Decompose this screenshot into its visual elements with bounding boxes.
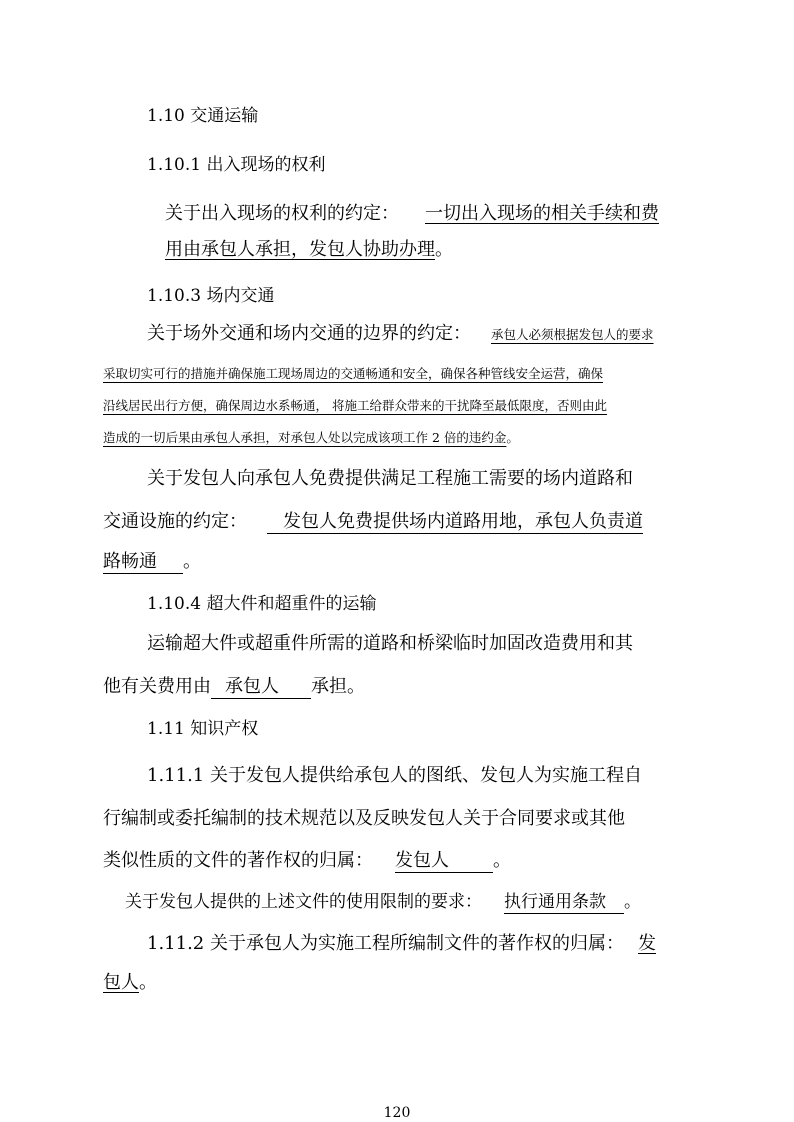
text: 关于出入现场的权利的约定： (165, 203, 399, 224)
filled-value: 承包人必须根据发包人的要求 (491, 327, 654, 342)
paragraph-contractor-copyright-line2 (103, 970, 157, 996)
filled-value: 承包人 (211, 676, 311, 699)
filled-value: 发 (637, 933, 656, 954)
paragraph-road-facilities-line3 (103, 549, 201, 575)
paragraph-road-facilities-line1: 关于发包人向承包人免费提供满足工程施工需要的场内道路和 (147, 468, 633, 489)
text: 。 (493, 850, 511, 871)
text: 。 (183, 551, 201, 572)
section-heading-1-11: 1.11 知识产权 (147, 719, 259, 739)
filled-value: 造成的一切后果由承包人承担，对承包人处以完成该项工作 2 倍的违约金 (103, 430, 507, 445)
section-heading-1-10-4: 1.10.4 超大件和超重件的运输 (147, 594, 377, 614)
text: 。 (435, 239, 453, 260)
text: 承担。 (311, 676, 365, 697)
paragraph-road-facilities-line2 (103, 509, 643, 535)
filled-value: 包人 (103, 972, 139, 993)
page-number: 120 (383, 1105, 411, 1121)
section-heading-1-10-1: 1.10.1 出入现场的权利 (147, 155, 326, 175)
paragraph-usage-restriction (125, 889, 641, 915)
filled-value: 一切出入现场的相关手续和费 (425, 203, 659, 224)
text: 。 (139, 972, 157, 993)
paragraph-oversize-line1: 运输超大件或超重件所需的道路和桥梁临时加固改造费用和其 (147, 633, 633, 654)
text: 关于发包人提供的上述文件的使用限制的要求： (125, 892, 482, 912)
text: 他有关费用由 (103, 676, 211, 697)
section-heading-1-10-3: 1.10.3 场内交通 (147, 286, 275, 306)
paragraph-site-access-line1 (165, 201, 659, 227)
paragraph-traffic-boundary-line1 (147, 321, 654, 347)
filled-value: 路畅通 (103, 551, 183, 574)
paragraph-contractor-copyright-line1 (147, 931, 656, 957)
text: 1.11.2 关于承包人为实施工程所编制文件的著作权的归属： (147, 933, 624, 954)
paragraph-copyright-line3 (103, 848, 511, 874)
filled-value: 用由承包人承担，发包人协助办理 (165, 239, 435, 260)
filled-value-line4 (103, 428, 519, 448)
text: 。 (506, 430, 519, 445)
filled-value-line3: 沿线居民出行方便，确保周边水系畅通， 将施工给群众带来的干扰降至最低限度，否则由此 (103, 398, 607, 413)
paragraph-copyright-line2: 行编制或委托编制的技术规范以及反映发包人关于合同要求或其他 (103, 808, 625, 829)
paragraph-oversize-line2 (103, 674, 365, 700)
paragraph-site-access-line2 (165, 237, 453, 263)
filled-value: 发包人 (395, 850, 493, 873)
text: 关于场外交通和场内交通的边界的约定： (147, 323, 471, 344)
text: 。 (624, 892, 641, 912)
text: 交通设施的约定： (103, 511, 247, 532)
section-heading-1-10: 1.10 交通运输 (147, 106, 259, 126)
filled-value: 发包人免费提供场内道路用地，承包人负责道 (267, 511, 643, 534)
text: 类似性质的文件的著作权的归属： (103, 850, 373, 871)
filled-value-line2: 采取切实可行的措施并确保施工现场周边的交通畅通和安全，确保各种管线安全运营，确保 (103, 366, 604, 381)
paragraph-copyright-line1: 1.11.1 关于发包人提供给承包人的图纸、发包人为实施工程自 (147, 765, 642, 786)
filled-value: 执行通用条款 (504, 891, 624, 914)
